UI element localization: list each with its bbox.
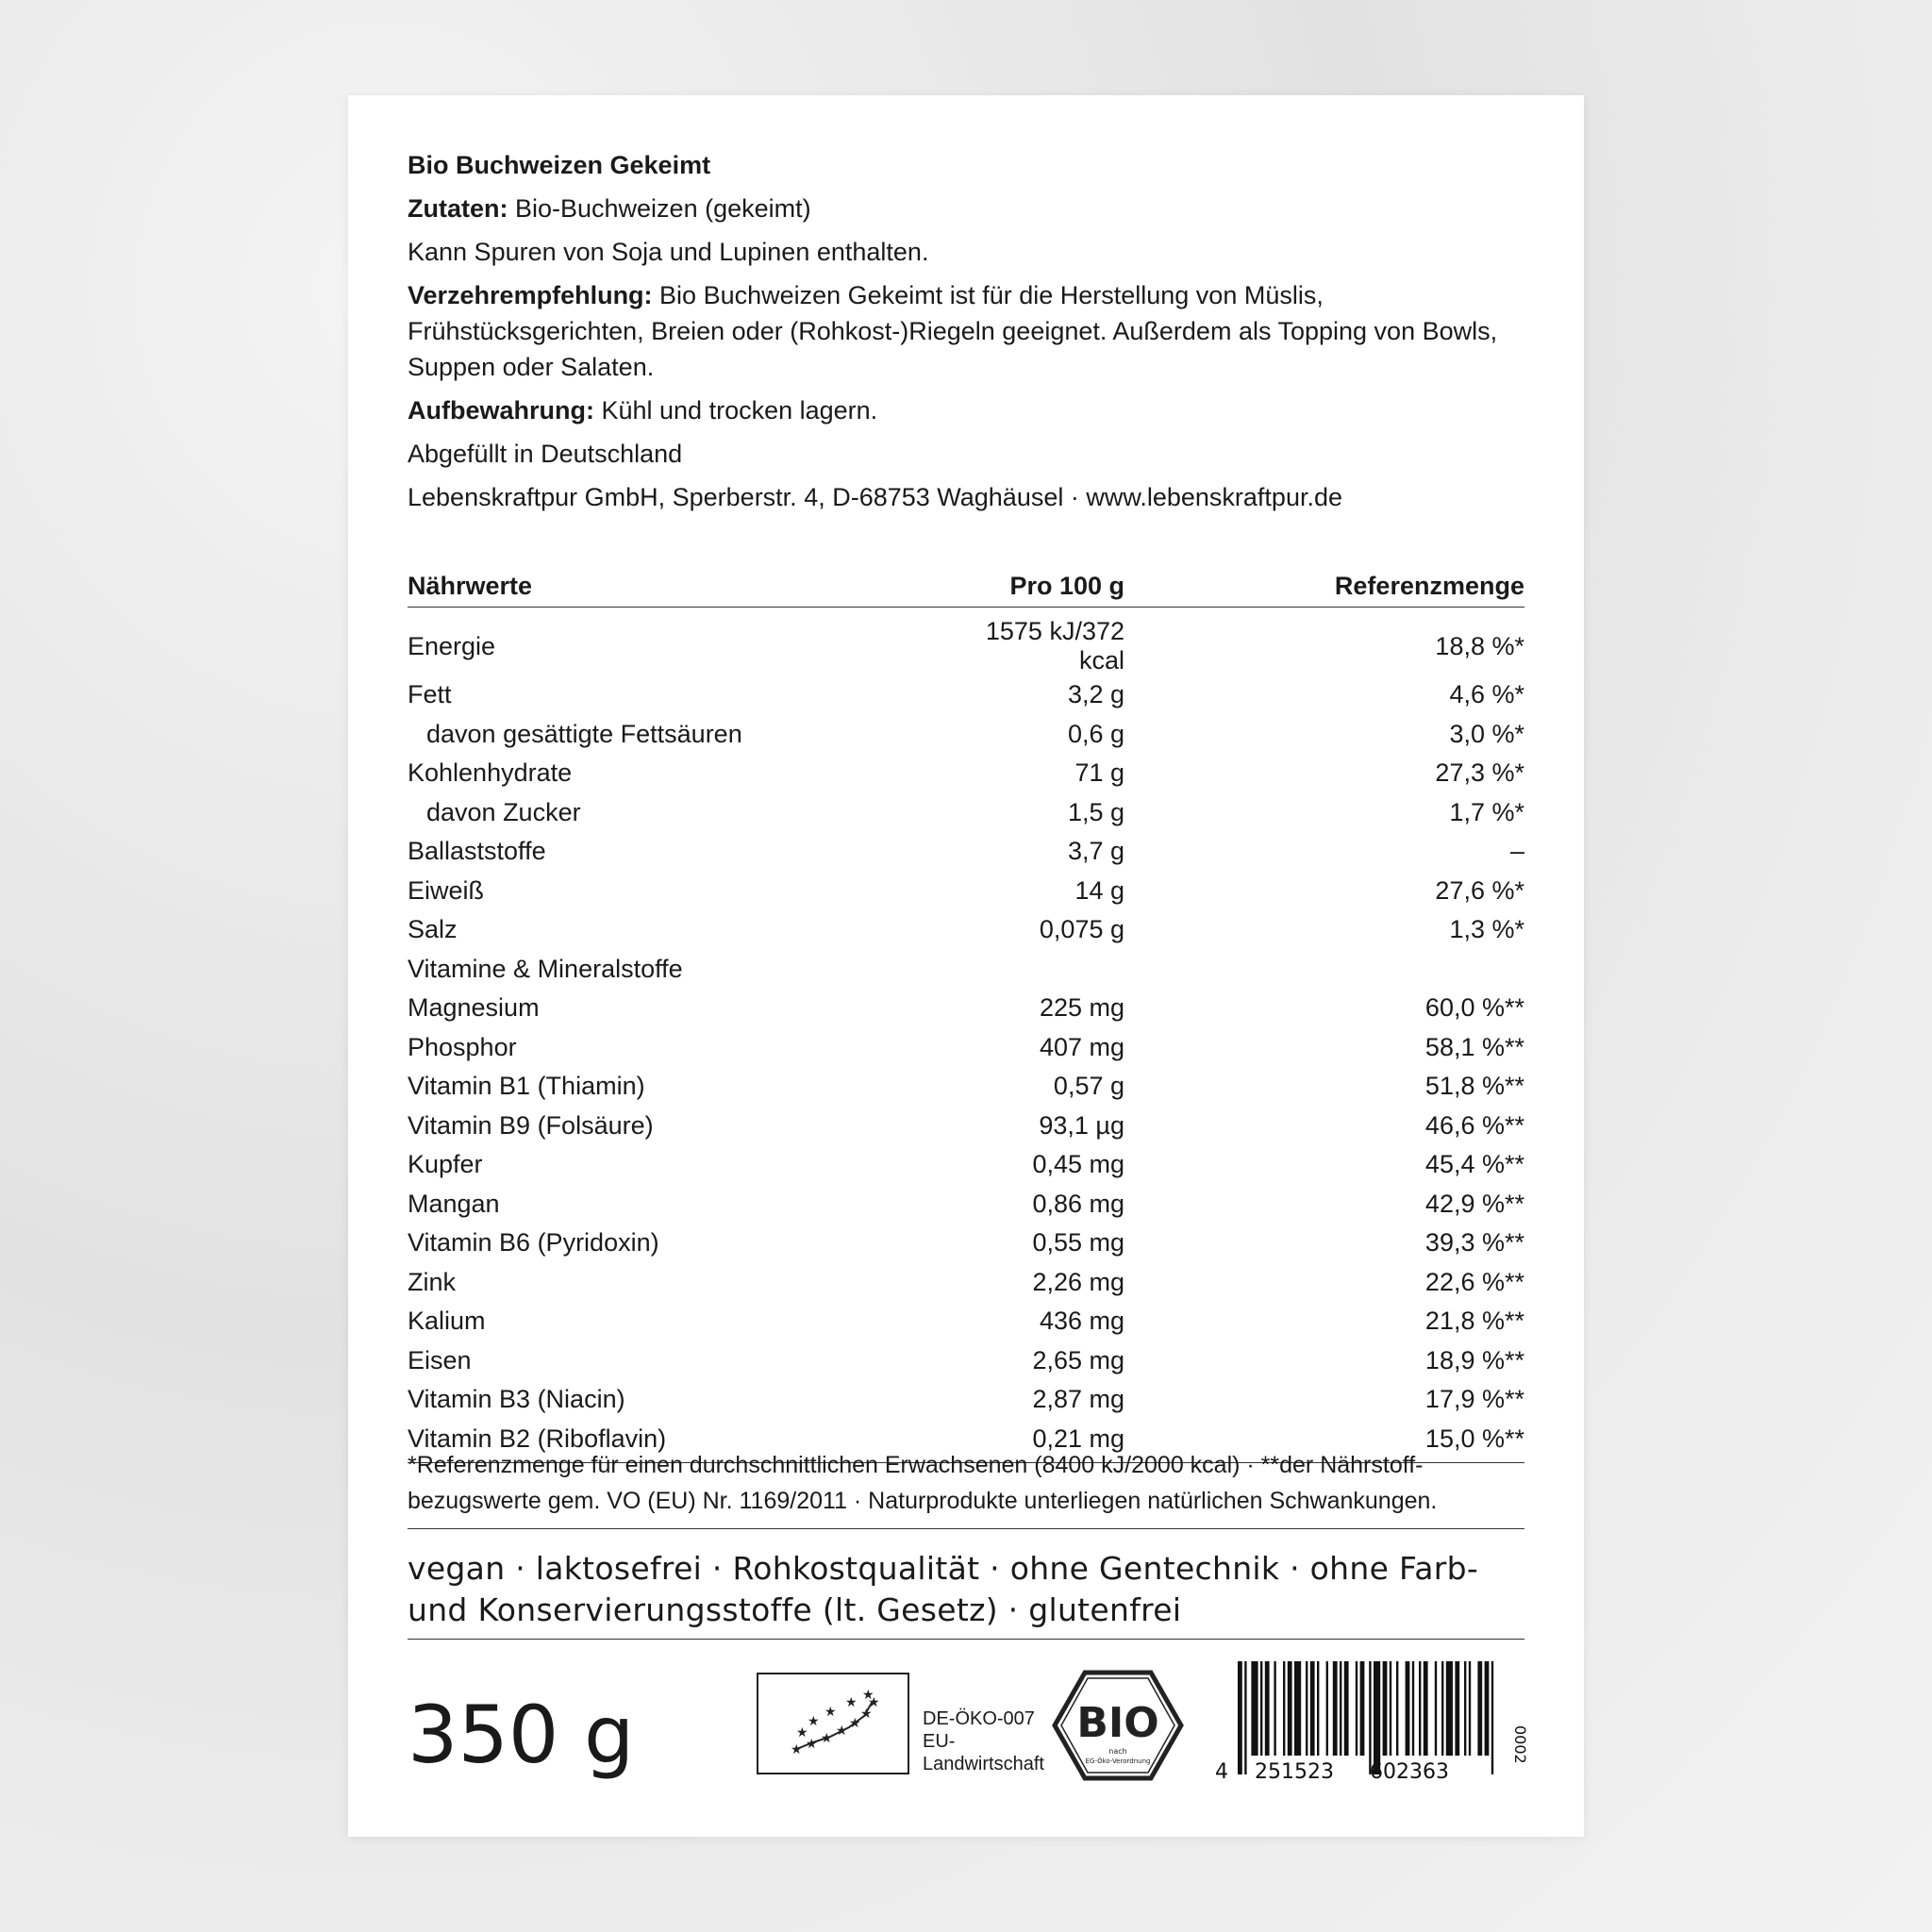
nutrition-row — [408, 1224, 1524, 1263]
nutrient-value: 436 mg — [1039, 1307, 1124, 1336]
barcode-bar — [1238, 1661, 1242, 1774]
barcode-bar — [1491, 1661, 1493, 1774]
nutrient-name: davon Zucker — [426, 797, 581, 826]
nutrient-reference: – — [1509, 837, 1524, 866]
barcode-bar — [1441, 1661, 1443, 1756]
header-reference: Referenzmenge — [1124, 565, 1524, 608]
product-claims: vegan · laktosefrei · Rohkostqualität · ohne Gentechnik · ohne Farb- und Konservierungsstoffe (lt. Gesetz) · glutenfrei — [408, 1548, 1524, 1640]
svg-text:★: ★ — [806, 1737, 818, 1752]
nutrient-reference — [1124, 950, 1524, 990]
nutrition-row — [408, 832, 1524, 872]
organic-certification — [923, 1707, 1044, 1775]
svg-text:★: ★ — [824, 1705, 837, 1720]
nutrient-value: 2,65 mg — [1032, 1345, 1124, 1374]
nutrient-reference: 3,0 %* — [1449, 719, 1524, 748]
nutrient-reference: 27,3 %* — [1435, 758, 1524, 788]
barcode-bar — [1419, 1661, 1421, 1756]
nutrient-name: Vitamin B1 (Thiamin) — [408, 1072, 645, 1101]
barcode-side: 0002 — [1511, 1725, 1529, 1764]
nutrient-value: 1,5 g — [1067, 797, 1124, 826]
nutrient-name: davon gesättigte Fettsäuren — [426, 719, 742, 748]
nutrient-value: 0,075 g — [1039, 915, 1124, 944]
cert-code: DE-ÖKO-007 — [923, 1708, 1035, 1729]
nutrient-reference: 58,1 %** — [1424, 1032, 1524, 1061]
svg-text:★: ★ — [845, 1695, 858, 1710]
ingredients-label: Zutaten: — [408, 194, 508, 223]
nutrient-name: Vitamin B3 (Niacin) — [408, 1385, 625, 1414]
nutrient-value: 14 g — [1074, 875, 1124, 905]
nutrient-name: Salz — [408, 915, 458, 944]
nutrient-name: Ballaststoffe — [408, 837, 546, 866]
nutrient-reference: 46,6 %** — [1424, 1110, 1524, 1140]
svg-text:★: ★ — [862, 1688, 874, 1703]
bio-seal-sub2: EG-Öko-Verordnung — [1085, 1757, 1151, 1765]
nutrient-value: 0,6 g — [1067, 719, 1124, 748]
nutrient-value: 225 mg — [1039, 993, 1124, 1023]
nutrient-name: Vitamin B6 (Pyridoxin) — [408, 1228, 659, 1257]
barcode-bar — [1288, 1661, 1292, 1756]
nutrition-row — [408, 1028, 1524, 1068]
svg-text:★: ★ — [849, 1716, 861, 1731]
nutrition-row — [408, 1302, 1524, 1341]
nutrient-reference: 42,9 %** — [1424, 1189, 1524, 1218]
barcode-bar — [1469, 1661, 1471, 1756]
barcode-bar — [1435, 1661, 1437, 1756]
barcode-bar — [1251, 1661, 1257, 1756]
barcode-group2: 602363 — [1370, 1760, 1449, 1784]
nutrient-reference: 1,3 %* — [1449, 915, 1524, 944]
nutrient-name: Eisen — [408, 1345, 472, 1374]
nutrition-row — [408, 1107, 1524, 1146]
nutrient-name: Fett — [408, 680, 452, 709]
nutrition-row — [408, 1185, 1524, 1224]
nutrient-name: Magnesium — [408, 993, 540, 1023]
nutrient-value: 0,86 mg — [1032, 1189, 1124, 1218]
storage-line — [408, 392, 1524, 428]
nutrient-value: 0,55 mg — [1032, 1228, 1124, 1257]
barcode-bar — [1446, 1661, 1453, 1756]
nutrient-reference: 39,3 %** — [1424, 1228, 1524, 1257]
nutrient-value: 407 mg — [1039, 1032, 1124, 1061]
nutrition-row — [408, 1380, 1524, 1420]
cert-line2: EU- — [923, 1731, 956, 1752]
barcode-bar — [1310, 1661, 1315, 1756]
nutrient-reference: 18,8 %* — [1435, 631, 1524, 660]
nutrient-name: Vitamin B2 (Riboflavin) — [408, 1420, 936, 1463]
company-address: Lebenskraftpur GmbH, Sperberstr. 4, D-68753 Waghäusel · www.lebenskraftpur.de — [408, 483, 1342, 511]
nutrient-name: Kupfer — [408, 1150, 483, 1179]
net-weight: 350 g — [408, 1689, 635, 1781]
nutrient-reference: 1,7 %* — [1449, 797, 1524, 826]
nutrient-name: Zink — [408, 1267, 457, 1296]
nutrient-name: Kohlenhydrate — [408, 758, 573, 788]
nutrition-row — [408, 675, 1524, 715]
barcode-bar — [1344, 1661, 1349, 1756]
nutrient-reference: 18,9 %** — [1424, 1345, 1524, 1374]
svg-text:★: ★ — [836, 1724, 848, 1739]
barcode-bar — [1283, 1661, 1285, 1756]
barcode-bar — [1356, 1661, 1357, 1756]
nutrient-name: Eiweiß — [408, 875, 485, 905]
ean-barcode — [1213, 1661, 1529, 1803]
usage-label: Verzehrempfehlung: — [408, 281, 653, 309]
barcode-bar — [1317, 1661, 1319, 1756]
storage-label: Aufbewahrung: — [408, 396, 594, 425]
header-nutrients: Nährwerte — [408, 565, 936, 608]
ingredients-text: Bio-Buchweizen (gekeimt) — [508, 194, 811, 223]
nutrition-row — [408, 989, 1524, 1028]
nutrient-reference: 22,6 %** — [1424, 1267, 1524, 1296]
barcode-bar — [1340, 1661, 1341, 1756]
barcode-bar — [1244, 1661, 1246, 1774]
bio-hexagon-icon — [1052, 1669, 1184, 1782]
ingredients-line — [408, 191, 1524, 226]
nutrition-row — [408, 1263, 1524, 1303]
nutrition-row — [408, 1067, 1524, 1107]
reference-footnote: *Referenzmenge für einen durchschnittlichen Erwachsenen (8400 kJ/2000 kcal) · **der Nährstoff-bezugswerte gem. VO (EU) Nr. 1169/2011 · Naturprodukte unterliegen natürlichen Schwankungen. — [408, 1447, 1524, 1529]
product-label — [348, 95, 1584, 1837]
svg-text:★: ★ — [821, 1731, 833, 1746]
barcode-first-digit: 4 — [1215, 1760, 1228, 1784]
cert-line3: Landwirtschaft — [923, 1754, 1044, 1774]
nutrient-reference: 4,6 %* — [1449, 680, 1524, 709]
svg-text:★: ★ — [808, 1714, 820, 1729]
nutrient-reference: 21,8 %** — [1424, 1307, 1524, 1336]
nutrition-row — [408, 1145, 1524, 1185]
nutrition-row — [408, 793, 1524, 833]
barcode-bar — [1260, 1661, 1262, 1756]
barcode-bar — [1396, 1661, 1398, 1756]
barcode-bar — [1374, 1661, 1380, 1774]
nutrition-row — [408, 754, 1524, 793]
nutrient-value — [936, 950, 1124, 990]
nutrition-header-row — [408, 565, 1524, 608]
barcode-bar — [1455, 1661, 1459, 1756]
nutrient-name: Mangan — [408, 1189, 500, 1218]
eu-organic-leaf-icon — [757, 1673, 909, 1774]
barcode-bar — [1477, 1661, 1482, 1756]
barcode-bar — [1412, 1661, 1414, 1756]
barcode-bar — [1485, 1661, 1490, 1756]
nutrition-table — [408, 565, 1524, 1463]
nutrition-row — [408, 872, 1524, 911]
product-info — [408, 147, 1524, 515]
nutrient-reference: 60,0 %** — [1424, 993, 1524, 1023]
bio-seal-text: BIO — [1076, 1699, 1159, 1747]
barcode-bar — [1424, 1661, 1428, 1756]
nutrient-name: Vitamine & Mineralstoffe — [408, 954, 683, 983]
nutrition-row — [408, 715, 1524, 755]
nutrition-row — [408, 910, 1524, 950]
nutrition-row — [408, 608, 1524, 676]
nutrient-value: 2,87 mg — [1032, 1385, 1124, 1414]
nutrient-reference: 51,8 %** — [1424, 1072, 1524, 1101]
nutrient-value: 2,26 mg — [1032, 1267, 1124, 1296]
nutrient-reference: 17,9 %** — [1424, 1385, 1524, 1414]
svg-text:★: ★ — [868, 1695, 880, 1710]
storage-text: Kühl und trocken lagern. — [593, 396, 878, 425]
barcode-group1: 251523 — [1255, 1760, 1334, 1784]
barcode-bar — [1326, 1661, 1328, 1756]
nutrient-name: Kalium — [408, 1307, 486, 1336]
svg-text:★: ★ — [796, 1725, 808, 1740]
header-per-100g: Pro 100 g — [936, 565, 1124, 608]
nutrient-name: Phosphor — [408, 1032, 517, 1061]
barcode-bar — [1360, 1661, 1365, 1756]
nutrient-value: 71 g — [1074, 758, 1124, 788]
nutrient-reference: 15,0 %** — [1124, 1420, 1524, 1463]
nutrient-value: 1575 kJ/372 kcal — [985, 617, 1124, 675]
product-name: Bio Buchweizen Gekeimt — [408, 151, 711, 179]
nutrition-body — [408, 608, 1524, 1463]
bio-seal-sub1: nach — [1108, 1747, 1127, 1756]
nutrient-name: Energie — [408, 631, 496, 660]
nutrient-reference: 45,4 %** — [1424, 1150, 1524, 1179]
nutrient-value: 3,7 g — [1067, 837, 1124, 866]
barcode-bar — [1294, 1661, 1301, 1756]
barcode-bar — [1390, 1661, 1391, 1756]
barcode-bar — [1265, 1661, 1270, 1756]
barcode-bar — [1333, 1661, 1338, 1756]
nutrient-value: 3,2 g — [1067, 680, 1124, 709]
nutrition-row — [408, 1341, 1524, 1381]
nutrient-value: 0,57 g — [1053, 1072, 1124, 1101]
nutrient-value: 93,1 µg — [1039, 1110, 1124, 1140]
barcode-bar — [1274, 1661, 1275, 1756]
barcode-bar — [1383, 1661, 1388, 1756]
barcode-bar — [1406, 1661, 1410, 1756]
barcode-bar — [1369, 1661, 1371, 1774]
origin-text: Abgefüllt in Deutschland — [408, 440, 683, 468]
usage-text: Bio Buchweizen Gekeimt ist für die Herstellung von Müslis, Frühstücksgerichten, Breien oder (Rohkost-)Riegeln geeignet. Außerdem als Topping von Bowls, Suppen oder Salaten. — [408, 281, 1498, 381]
allergen-note: Kann Spuren von Soja und Lupinen enthalten. — [408, 238, 929, 266]
barcode-bar — [1464, 1661, 1466, 1756]
nutrient-value: 0,45 mg — [1032, 1150, 1124, 1179]
svg-text:★: ★ — [860, 1707, 873, 1722]
nutrient-value: 0,21 mg — [936, 1420, 1124, 1463]
svg-text:★: ★ — [791, 1742, 803, 1757]
nutrient-name: Vitamin B9 (Folsäure) — [408, 1110, 654, 1140]
usage-line — [408, 277, 1524, 385]
nutrition-row — [408, 950, 1524, 990]
nutrient-reference: 27,6 %* — [1435, 875, 1524, 905]
barcode-bar — [1306, 1661, 1307, 1756]
